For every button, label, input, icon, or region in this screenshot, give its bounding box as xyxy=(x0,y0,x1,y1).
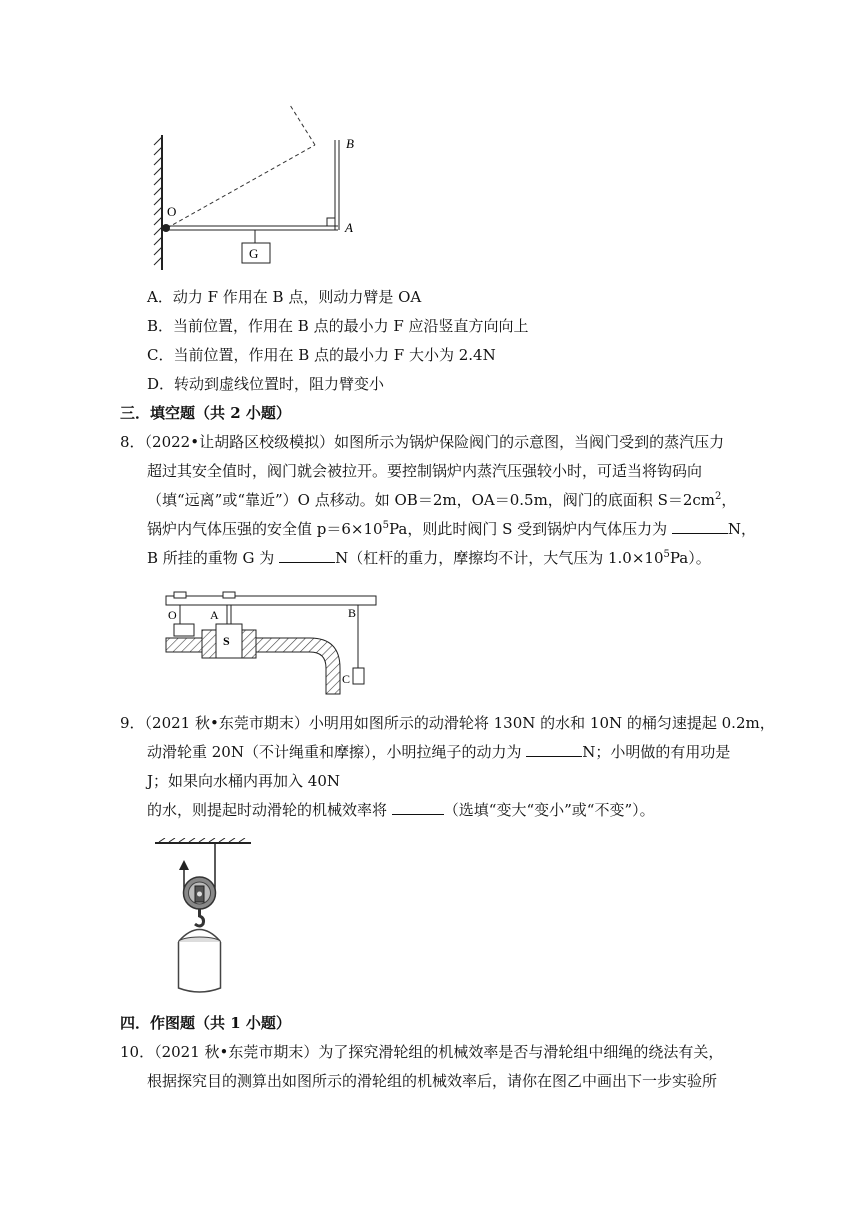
pulley-figure xyxy=(155,838,255,1000)
lever-label-g: G xyxy=(249,246,259,261)
q7-option-a: A．动力 F 作用在 B 点，则动力臂是 OA xyxy=(147,288,422,306)
q8-line4-end: N， xyxy=(727,520,757,538)
valve-label-c: C xyxy=(342,672,351,686)
valve-label-a: A xyxy=(210,608,219,622)
lever-label-b: B xyxy=(346,136,354,151)
valve-label-o: O xyxy=(168,608,177,622)
q8-line3-text: （填“远离”或“靠近”）O 点移动。如 OB＝2m，OA＝0.5m，阀门的底面积 S＝2cm xyxy=(147,491,716,509)
q10-line1: 10．（2021 秋•东莞市期末）为了探究滑轮组的机械效率是否与滑轮组中细绳的绕法有关， xyxy=(120,1043,724,1061)
q9-line4-text: 的水，则提起时动滑轮的机械效率将 xyxy=(147,801,388,819)
lever-label-o: O xyxy=(167,204,177,219)
q8-line3-end: ， xyxy=(721,491,737,509)
section4-title: 四．作图题（共 1 小题） xyxy=(120,1014,291,1032)
q8-line3 xyxy=(147,489,736,511)
q9-line1: 9．（2021 秋•东莞市期末）小明用如图所示的动滑轮将 130N 的水和 10N 的桶匀速提起 0.2m， xyxy=(120,714,775,732)
q8-blank-weight[interactable] xyxy=(279,548,335,563)
q9-line4 xyxy=(147,799,655,821)
q8-line4-mid: Pa，则此时阀门 S 受到锅炉内气体压力为 xyxy=(388,520,668,538)
valve-label-b: B xyxy=(348,606,357,620)
valve-label-s: S xyxy=(223,634,230,648)
q8-line4-sup: 5 xyxy=(382,520,389,531)
q7-option-d: D．转动到虚线位置时，阻力臂变小 xyxy=(147,375,385,393)
q9-blank-force[interactable] xyxy=(526,742,582,757)
q8-line5-mid: N（杠杆的重力，摩擦均不计，大气压为 1.0×10 xyxy=(335,549,664,567)
q8-line1: 8．（2022•让胡路区校级模拟）如图所示为锅炉保险阀门的示意图，当阀门受到的蒸汽压力 xyxy=(120,433,725,451)
q8-line5 xyxy=(147,547,711,569)
q10-line2: 根据探究目的测算出如图所示的滑轮组的机械效率后，请你在图乙中画出下一步实验所 xyxy=(147,1072,718,1090)
q8-line2: 超过其安全值时，阀门就会被拉开。要控制锅炉内蒸汽压强较小时，可适当将钩码向 xyxy=(147,462,703,480)
q8-line4-text: 锅炉内气体压强的安全值 p＝6×10 xyxy=(147,520,383,538)
q9-line2-end: N；小明做的有用功是 xyxy=(582,743,731,761)
valve-figure xyxy=(160,588,390,698)
q9-line4-end: （选填“变大“变小”或“不变”）。 xyxy=(443,801,655,819)
q8-line3-sup: 2 xyxy=(715,491,722,502)
q8-line5-text: B 所挂的重物 G 为 xyxy=(147,549,275,567)
q9-blank-efficiency[interactable] xyxy=(392,800,444,815)
q8-blank-pressure[interactable] xyxy=(672,519,728,534)
q9-line3: J；如果向水桶内再加入 40N xyxy=(147,772,340,790)
q7-option-c: C．当前位置，作用在 B 点的最小力 F 大小为 2.4N xyxy=(147,346,496,364)
q8-line5-sup: 5 xyxy=(663,549,670,560)
q7-option-b: B．当前位置，作用在 B 点的最小力 F 应沿竖直方向向上 xyxy=(147,317,529,335)
lever-figure xyxy=(150,100,370,275)
q9-line2 xyxy=(147,741,730,763)
q8-line5-end: Pa）。 xyxy=(669,549,711,567)
lever-label-a: A xyxy=(345,220,353,235)
q9-line2-text: 动滑轮重 20N（不计绳重和摩擦），小明拉绳子的动力为 xyxy=(147,743,522,761)
q8-line4 xyxy=(147,518,756,540)
section3-title: 三．填空题（共 2 小题） xyxy=(120,404,291,422)
